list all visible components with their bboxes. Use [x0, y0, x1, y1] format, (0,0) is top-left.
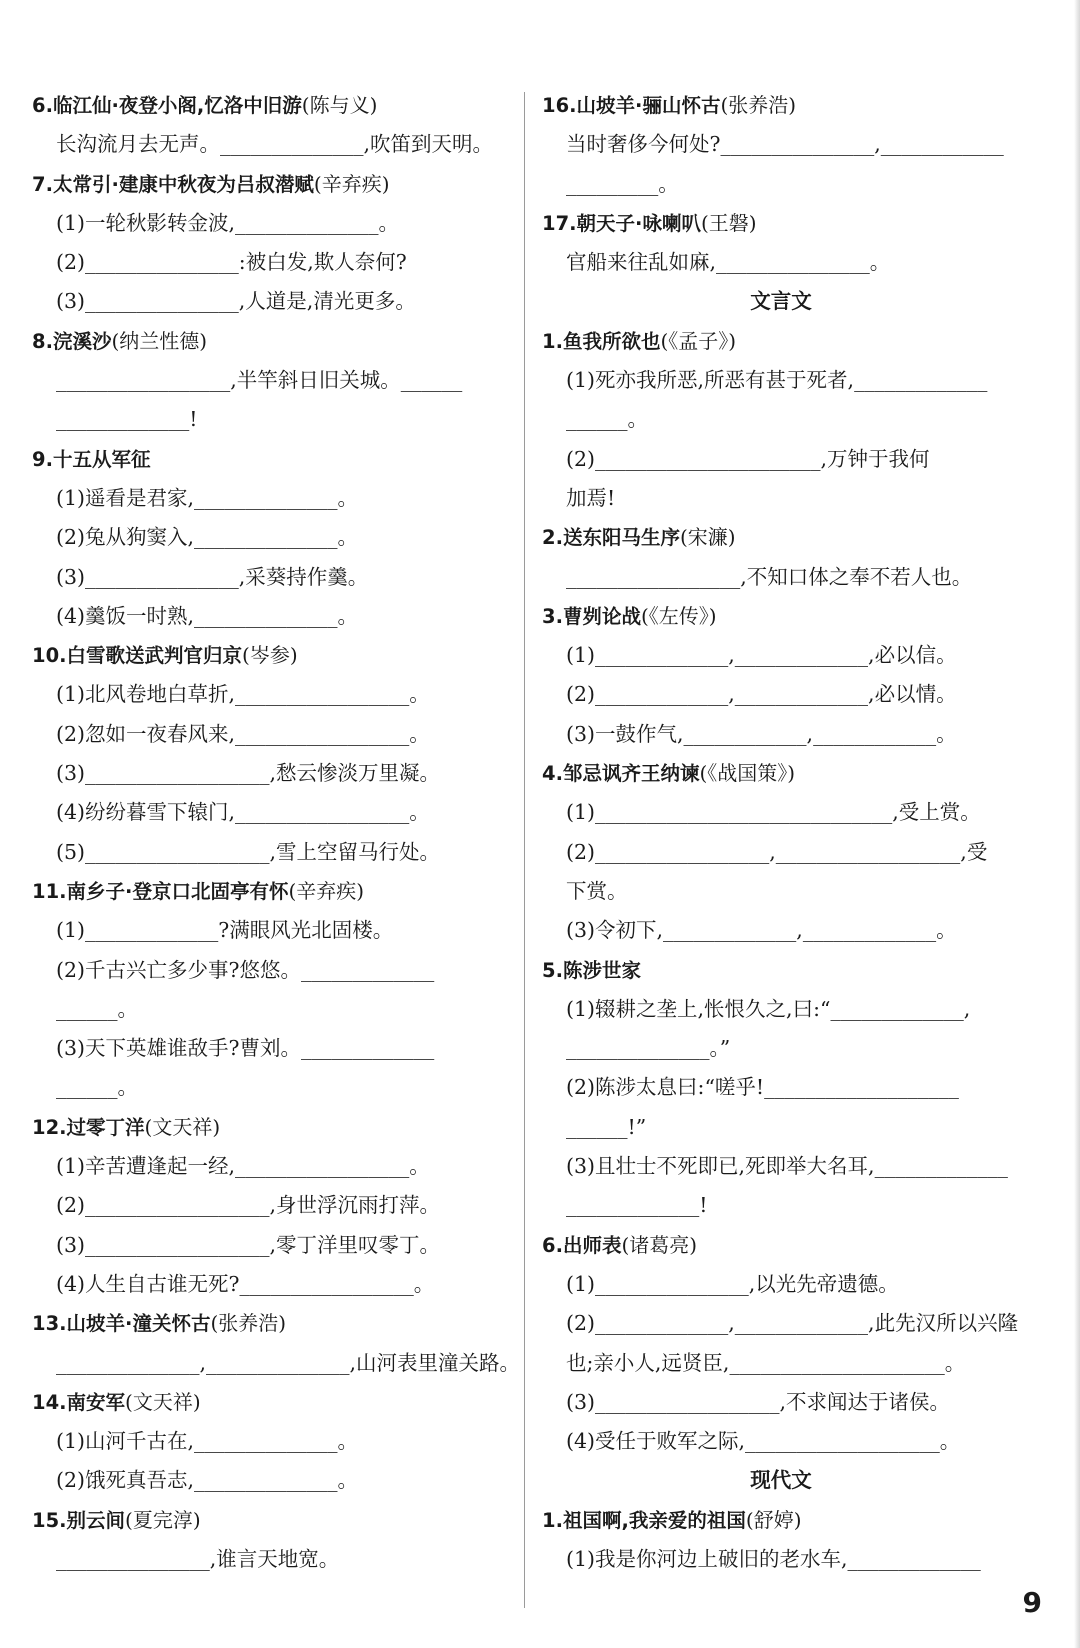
question-author: (张养浩): [210, 1311, 287, 1336]
fill-in-line: 也;亲小人,远贤臣,_____________________。: [566, 1350, 966, 1375]
question-title: 4.邹忌讽齐王纳谏: [542, 762, 700, 786]
question-author: (王磐): [700, 210, 757, 235]
question-heading: [542, 204, 1020, 243]
page-number: 9: [1022, 1586, 1042, 1619]
fill-in-line: (4)羹饭一时熟,______________。: [56, 603, 359, 628]
question-author: (文天祥): [144, 1114, 221, 1139]
fill-in-line: (2)饿死真吾志,______________。: [56, 1468, 359, 1493]
question-author: (《左传》): [640, 603, 717, 628]
fill-in-line: ______________。”: [566, 1036, 731, 1061]
question-title: 15.别云间: [32, 1508, 126, 1532]
question-title: 14.南安军: [32, 1390, 126, 1414]
fill-in-line: (3)一鼓作气,____________,____________。: [566, 721, 957, 746]
question-author: (辛弃疾): [313, 171, 390, 196]
fill-in-line: (3)天下英雄谁敌手?曹刘。_____________: [56, 1036, 435, 1061]
question-heading: [542, 322, 1020, 361]
fill-in-line: _________。: [566, 171, 679, 196]
fill-in-line: (1)辛苦遭逢起一经,_________________。: [56, 1154, 430, 1179]
question-title: 9.十五从军征: [32, 447, 151, 471]
question-heading: [32, 1501, 510, 1540]
question-heading: [32, 1383, 510, 1422]
fill-in-line: _____________!: [566, 1193, 708, 1218]
question-author: (《孟子》): [660, 328, 737, 353]
fill-in-line: (3)__________________,零丁洋里叹零丁。: [56, 1232, 441, 1257]
fill-in-line: (2)__________________,身世浮沉雨打萍。: [56, 1193, 441, 1218]
question-author: (陈与义): [301, 93, 378, 117]
page-edge-shadow: [1074, 0, 1080, 1648]
question-author: (《战国策》): [699, 761, 796, 786]
question-author: (诸葛亮): [621, 1232, 698, 1257]
section-title: 现代文: [750, 1468, 812, 1493]
question-heading: [542, 754, 1020, 793]
fill-in-line: ______。: [56, 1075, 138, 1100]
question-heading: [32, 322, 510, 361]
fill-in-line: ______。: [566, 407, 648, 432]
fill-in-line: (5)__________________,雪上空留马行处。: [56, 839, 441, 864]
fill-in-line: (1)_____________?满眼风光北固楼。: [56, 918, 394, 943]
fill-in-line: (1)我是你河边上破旧的老水车,_____________: [566, 1546, 981, 1571]
question-title: 8.浣溪沙: [32, 329, 112, 353]
question-author: (宋濂): [679, 525, 736, 550]
right-column: [542, 86, 1020, 1579]
fill-in-line: (1)_____________,_____________,必以信。: [566, 643, 957, 668]
column-divider: [524, 92, 525, 1608]
question-title: 16.山坡羊·骊山怀古: [542, 94, 721, 117]
fill-in-line: (2)忽如一夜春风来,_________________。: [56, 721, 430, 746]
question-heading: [32, 86, 510, 125]
question-title: 17.朝天子·咏喇叭: [542, 211, 701, 235]
question-heading: [32, 1108, 510, 1147]
question-title: 6.临江仙·夜登小阁,忆洛中旧游: [32, 94, 302, 117]
fill-in-line: (1)死亦我所恶,所恶有甚于死者,_____________: [566, 368, 988, 393]
question-heading: [542, 951, 1020, 990]
fill-in-line: 长沟流月去无声。______________,吹笛到天明。: [56, 132, 494, 157]
fill-in-line: (2)______________________,万钟于我何: [566, 446, 930, 471]
fill-in-line: 官船来往乱如麻,_______________。: [566, 250, 891, 275]
fill-in-line: (1)一轮秋影转金波,______________。: [56, 210, 400, 235]
fill-in-line: ______________,______________,山河表里潼关路。: [56, 1350, 521, 1375]
fill-in-line: (2)_____________,_____________,必以情。: [566, 682, 957, 707]
question-author: (文天祥): [125, 1389, 201, 1414]
question-heading: [32, 1304, 510, 1343]
question-author: (岑参): [242, 643, 298, 668]
fill-in-line: (1)遥看是君家,______________。: [56, 485, 359, 510]
fill-in-line: (4)受任于败军之际,___________________。: [566, 1429, 961, 1454]
fill-in-line: (1)辍耕之垄上,怅恨久之,曰:“_____________,: [566, 996, 971, 1021]
fill-in-line: _______________,谁言天地宽。: [56, 1546, 340, 1571]
question-heading: [542, 518, 1020, 557]
question-heading: [32, 440, 510, 479]
fill-in-line: (2)_______________:被白发,欺人奈何?: [56, 250, 407, 275]
question-heading: [32, 872, 510, 911]
fill-in-line: _________________,半竿斜日旧关城。______: [56, 368, 463, 393]
fill-in-line: (2)_________________,__________________,受: [566, 839, 988, 864]
fill-in-line: (3)__________________,愁云惨淡万里凝。: [56, 761, 441, 786]
question-title: 1.鱼我所欲也: [542, 329, 661, 353]
question-heading: [32, 636, 510, 675]
question-title: 6.出师表: [542, 1233, 622, 1257]
question-heading: [542, 1226, 1020, 1265]
question-title: 12.过零丁洋: [32, 1115, 145, 1139]
fill-in-line: (2)_____________,_____________,此先汉所以兴隆: [566, 1311, 1019, 1336]
fill-in-line: _____________!: [56, 407, 198, 432]
fill-in-line: (3)且壮士不死即已,死即举大名耳,_____________: [566, 1154, 1008, 1179]
question-author: (纳兰性德): [111, 328, 208, 353]
fill-in-line: (1)山河千古在,______________。: [56, 1429, 359, 1454]
question-title: 5.陈涉世家: [542, 958, 641, 982]
fill-in-line: 下赏。: [566, 878, 628, 903]
fill-in-line: _________________,不知口体之奉不若人也。: [566, 564, 973, 589]
question-title: 10.白雪歌送武判官归京: [32, 644, 243, 668]
fill-in-line: (3)_______________,人道是,清光更多。: [56, 289, 416, 314]
question-title: 3.曹刿论战: [542, 604, 641, 628]
section-title: 文言文: [750, 289, 812, 314]
fill-in-line: (1)北风卷地白草折,_________________。: [56, 682, 430, 707]
fill-in-line: 当时奢侈今何处?_______________,____________: [566, 132, 1004, 157]
question-title: 11.南乡子·登京口北固亭有怀: [32, 879, 289, 903]
question-author: (舒婷): [745, 1507, 802, 1532]
fill-in-line: ______!”: [566, 1114, 647, 1139]
question-heading: [32, 165, 510, 204]
fill-in-line: (3)令初下,_____________,_____________。: [566, 918, 957, 943]
fill-in-line: (1)_____________________________,受上赏。: [566, 800, 981, 825]
fill-in-line: (4)人生自古谁无死?_________________。: [56, 1271, 435, 1296]
question-heading: [542, 1501, 1020, 1540]
fill-in-line: (4)纷纷暮雪下辕门,_________________。: [56, 800, 430, 825]
question-author: (张养浩): [720, 93, 797, 117]
fill-in-line: (1)_______________,以光先帝遗德。: [566, 1271, 899, 1296]
question-title: 1.祖国啊,我亲爱的祖国: [542, 1508, 746, 1532]
question-title: 7.太常引·建康中秋夜为吕叔潜赋: [32, 172, 314, 196]
fill-in-line: (2)兔从狗窦入,______________。: [56, 525, 359, 550]
fill-in-line: (2)陈涉太息曰:“嗟乎!___________________: [566, 1075, 959, 1100]
fill-in-line: (3)_______________,采葵持作羹。: [56, 564, 369, 589]
question-author: (辛弃疾): [288, 878, 365, 903]
fill-in-line: (2)千古兴亡多少事?悠悠。_____________: [56, 957, 435, 982]
question-title: 13.山坡羊·潼关怀古: [32, 1312, 211, 1336]
question-author: (夏完淳): [125, 1507, 201, 1532]
left-column: [32, 86, 521, 1579]
fill-in-line: 加焉!: [566, 485, 616, 510]
question-heading: [542, 597, 1020, 636]
question-title: 2.送东阳马生序: [542, 526, 680, 550]
fill-in-line: ______。: [56, 996, 138, 1021]
fill-in-line: (3)__________________,不求闻达于诸侯。: [566, 1389, 951, 1414]
question-heading: [542, 86, 1020, 125]
